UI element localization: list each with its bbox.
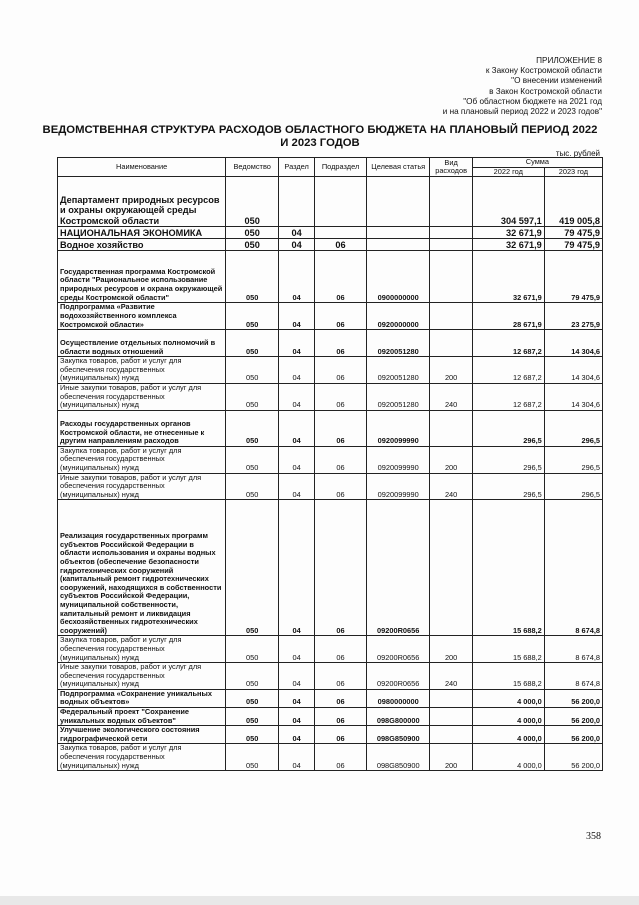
vid-cell: 240 <box>430 663 472 690</box>
vedomstvo-cell: 050 <box>226 330 279 357</box>
podrazdel-cell: 06 <box>315 357 367 384</box>
podrazdel-cell: 06 <box>315 726 367 744</box>
amount-2022-cell: 15 688,2 <box>472 636 544 663</box>
podrazdel-cell: 06 <box>315 239 367 251</box>
target-cell: 0920051280 <box>366 357 429 384</box>
table-row <box>58 689 603 707</box>
razdel-cell: 04 <box>279 251 315 303</box>
target-cell <box>366 239 429 251</box>
amount-2022-cell: 12 687,2 <box>472 330 544 357</box>
target-cell: 0980000000 <box>366 689 429 707</box>
amount-2022-cell: 4 000,0 <box>472 744 544 771</box>
name-cell: Иные закупки товаров, работ и услуг для обеспечения государственных (муниципальных) нужд <box>58 383 226 410</box>
razdel-cell: 04 <box>279 473 315 500</box>
vedomstvo-cell: 050 <box>226 251 279 303</box>
name-cell: Федеральный проект "Сохранение уникальных водных объектов" <box>58 708 226 726</box>
vedomstvo-cell: 050 <box>226 303 279 330</box>
amount-2022-cell: 4 000,0 <box>472 689 544 707</box>
vedomstvo-cell: 050 <box>226 689 279 707</box>
podrazdel-cell: 06 <box>315 446 367 473</box>
vid-cell: 200 <box>430 636 472 663</box>
amount-2022-cell: 4 000,0 <box>472 708 544 726</box>
target-cell: 0920099990 <box>366 410 429 446</box>
amount-2022-cell: 32 671,9 <box>472 239 544 251</box>
vid-cell: 200 <box>430 446 472 473</box>
vedomstvo-cell: 050 <box>226 500 279 636</box>
vid-cell <box>430 239 472 251</box>
razdel-cell <box>279 177 315 227</box>
appendix-line: "О внесении изменений <box>511 76 602 86</box>
amount-2023-cell: 8 674,8 <box>544 500 602 636</box>
razdel-cell: 04 <box>279 303 315 330</box>
amount-2022-cell: 12 687,2 <box>472 383 544 410</box>
amount-2022-cell: 296,5 <box>472 473 544 500</box>
units-label: тыс. рублей <box>555 149 600 158</box>
table-row <box>58 357 603 384</box>
header-target: Целевая статья <box>366 158 429 177</box>
header-vid: Вид расходов <box>430 158 472 177</box>
target-cell: 098G800000 <box>366 708 429 726</box>
vedomstvo-cell: 050 <box>226 410 279 446</box>
razdel-cell: 04 <box>279 227 315 239</box>
amount-2023-cell: 296,5 <box>544 446 602 473</box>
amount-2023-cell: 296,5 <box>544 410 602 446</box>
podrazdel-cell <box>315 177 367 227</box>
vid-cell <box>430 726 472 744</box>
target-cell <box>366 177 429 227</box>
target-cell: 0900000000 <box>366 251 429 303</box>
header-razdel: Раздел <box>279 158 315 177</box>
name-cell: Департамент природных ресурсов и охраны окружающей среды Костромской области <box>58 177 226 227</box>
target-cell: 0920099990 <box>366 446 429 473</box>
table-body <box>58 177 603 771</box>
amount-2023-cell: 56 200,0 <box>544 689 602 707</box>
vid-cell <box>430 500 472 636</box>
name-cell: Осуществление отдельных полномочий в области водных отношений <box>58 330 226 357</box>
table-row <box>58 227 603 239</box>
table-row <box>58 708 603 726</box>
vid-cell <box>430 303 472 330</box>
razdel-cell: 04 <box>279 663 315 690</box>
razdel-cell: 04 <box>279 239 315 251</box>
vid-cell <box>430 251 472 303</box>
target-cell: 098G850900 <box>366 726 429 744</box>
razdel-cell: 04 <box>279 330 315 357</box>
amount-2022-cell: 15 688,2 <box>472 500 544 636</box>
target-cell: 09200R0656 <box>366 500 429 636</box>
vedomstvo-cell: 050 <box>226 227 279 239</box>
table-row <box>58 744 603 771</box>
razdel-cell: 04 <box>279 446 315 473</box>
podrazdel-cell: 06 <box>315 251 367 303</box>
name-cell: Расходы государственных органов Костромской области, не отнесенные к другим направлениям расходов <box>58 410 226 446</box>
target-cell: 0920000000 <box>366 303 429 330</box>
amount-2023-cell: 419 005,8 <box>544 177 602 227</box>
header-2023: 2023 год <box>544 167 602 177</box>
header-summa: Сумма <box>472 158 602 168</box>
vedomstvo-cell: 050 <box>226 663 279 690</box>
header-2022: 2022 год <box>472 167 544 177</box>
table-row <box>58 446 603 473</box>
table-row <box>58 473 603 500</box>
target-cell: 09200R0656 <box>366 636 429 663</box>
appendix-line: и на плановый период 2022 и 2023 годов" <box>442 107 602 117</box>
table-row <box>58 636 603 663</box>
podrazdel-cell: 06 <box>315 689 367 707</box>
vid-cell <box>430 330 472 357</box>
name-cell: Закупка товаров, работ и услуг для обеспечения государственных (муниципальных) нужд <box>58 357 226 384</box>
vedomstvo-cell: 050 <box>226 473 279 500</box>
vid-cell <box>430 227 472 239</box>
table-row <box>58 410 603 446</box>
amount-2022-cell: 296,5 <box>472 410 544 446</box>
podrazdel-cell: 06 <box>315 303 367 330</box>
amount-2023-cell: 14 304,6 <box>544 383 602 410</box>
vid-cell: 240 <box>430 383 472 410</box>
table-row <box>58 251 603 303</box>
amount-2023-cell: 56 200,0 <box>544 744 602 771</box>
name-cell: Иные закупки товаров, работ и услуг для обеспечения государственных (муниципальных) нужд <box>58 473 226 500</box>
scan-edge <box>0 896 639 905</box>
podrazdel-cell: 06 <box>315 663 367 690</box>
amount-2022-cell: 15 688,2 <box>472 663 544 690</box>
razdel-cell: 04 <box>279 500 315 636</box>
name-cell: Закупка товаров, работ и услуг для обеспечения государственных (муниципальных) нужд <box>58 636 226 663</box>
amount-2022-cell: 32 671,9 <box>472 227 544 239</box>
expense-table <box>57 157 603 771</box>
razdel-cell: 04 <box>279 383 315 410</box>
razdel-cell: 04 <box>279 357 315 384</box>
razdel-cell: 04 <box>279 689 315 707</box>
vedomstvo-cell: 050 <box>226 177 279 227</box>
amount-2022-cell: 296,5 <box>472 446 544 473</box>
header-vedomstvo: Ведомство <box>226 158 279 177</box>
podrazdel-cell: 06 <box>315 500 367 636</box>
amount-2023-cell: 79 475,9 <box>544 227 602 239</box>
amount-2023-cell: 23 275,9 <box>544 303 602 330</box>
razdel-cell: 04 <box>279 636 315 663</box>
appendix-line: "Об областном бюджете на 2021 год <box>463 96 602 106</box>
page-number: 358 <box>586 831 601 842</box>
vedomstvo-cell: 050 <box>226 446 279 473</box>
podrazdel-cell: 06 <box>315 330 367 357</box>
amount-2022-cell: 304 597,1 <box>472 177 544 227</box>
podrazdel-cell: 06 <box>315 410 367 446</box>
podrazdel-cell: 06 <box>315 744 367 771</box>
amount-2023-cell: 56 200,0 <box>544 708 602 726</box>
amount-2023-cell: 56 200,0 <box>544 726 602 744</box>
name-cell: Подпрограмма «Сохранение уникальных водных объектов» <box>58 689 226 707</box>
document-title: ВЕДОМСТВЕННАЯ СТРУКТУРА РАСХОДОВ ОБЛАСТНОГО БЮДЖЕТА НА ПЛАНОВЫЙ ПЕРИОД 2022 И 2023 ГОДОВ <box>42 124 598 149</box>
podrazdel-cell: 06 <box>315 473 367 500</box>
amount-2022-cell: 28 671,9 <box>472 303 544 330</box>
name-cell: Государственная программа Костромской области "Рациональное использование природных ресурсов и охрана окружающей среды Костромской области" <box>58 251 226 303</box>
podrazdel-cell <box>315 227 367 239</box>
amount-2022-cell: 12 687,2 <box>472 357 544 384</box>
name-cell: НАЦИОНАЛЬНАЯ ЭКОНОМИКА <box>58 227 226 239</box>
vid-cell: 200 <box>430 744 472 771</box>
vedomstvo-cell: 050 <box>226 636 279 663</box>
table-row <box>58 663 603 690</box>
name-cell: Реализация государственных программ субъектов Российской Федерации в области использования и охраны водных объектов (обеспечение безопасности гидротехнических сооружений (капитальный ремонт гидротехнических сооружений, находящихся в собственности субъектов Российской Федерации, муниципальной собственности, капитальный ремонт и ликвидация бесхозяйственных гидротехнических сооружений) <box>58 500 226 636</box>
appendix-line: ПРИЛОЖЕНИЕ 8 <box>536 56 602 65</box>
razdel-cell: 04 <box>279 726 315 744</box>
vedomstvo-cell: 050 <box>226 708 279 726</box>
podrazdel-cell: 06 <box>315 708 367 726</box>
table-row <box>58 726 603 744</box>
target-cell: 09200R0656 <box>366 663 429 690</box>
table-row <box>58 303 603 330</box>
amount-2023-cell: 79 475,9 <box>544 239 602 251</box>
vid-cell <box>430 689 472 707</box>
vedomstvo-cell: 050 <box>226 744 279 771</box>
appendix-line: в Закон Костромской области <box>489 86 602 96</box>
name-cell: Водное хозяйство <box>58 239 226 251</box>
amount-2022-cell: 4 000,0 <box>472 726 544 744</box>
table-row <box>58 330 603 357</box>
appendix-header <box>282 56 602 117</box>
name-cell: Улучшение экологического состояния гидрографической сети <box>58 726 226 744</box>
amount-2023-cell: 8 674,8 <box>544 636 602 663</box>
vedomstvo-cell: 050 <box>226 239 279 251</box>
amount-2022-cell: 32 671,9 <box>472 251 544 303</box>
vid-cell <box>430 708 472 726</box>
razdel-cell: 04 <box>279 744 315 771</box>
vedomstvo-cell: 050 <box>226 726 279 744</box>
amount-2023-cell: 296,5 <box>544 473 602 500</box>
vid-cell: 240 <box>430 473 472 500</box>
header-name: Наименование <box>58 158 226 177</box>
appendix-line: к Закону Костромской области <box>485 66 602 76</box>
amount-2023-cell: 14 304,6 <box>544 330 602 357</box>
vedomstvo-cell: 050 <box>226 383 279 410</box>
amount-2023-cell: 8 674,8 <box>544 663 602 690</box>
table-row <box>58 239 603 251</box>
target-cell <box>366 227 429 239</box>
target-cell: 0920051280 <box>366 330 429 357</box>
vid-cell: 200 <box>430 357 472 384</box>
podrazdel-cell: 06 <box>315 383 367 410</box>
target-cell: 098G850900 <box>366 744 429 771</box>
target-cell: 0920099990 <box>366 473 429 500</box>
header-podrazdel: Подраздел <box>315 158 367 177</box>
target-cell: 0920051280 <box>366 383 429 410</box>
name-cell: Подпрограмма «Развитие водохозяйственного комплекса Костромской области» <box>58 303 226 330</box>
vedomstvo-cell: 050 <box>226 357 279 384</box>
vid-cell <box>430 410 472 446</box>
name-cell: Иные закупки товаров, работ и услуг для обеспечения государственных (муниципальных) нужд <box>58 663 226 690</box>
table-row <box>58 500 603 636</box>
razdel-cell: 04 <box>279 410 315 446</box>
table-row <box>58 383 603 410</box>
razdel-cell: 04 <box>279 708 315 726</box>
amount-2023-cell: 14 304,6 <box>544 357 602 384</box>
podrazdel-cell: 06 <box>315 636 367 663</box>
name-cell: Закупка товаров, работ и услуг для обеспечения государственных (муниципальных) нужд <box>58 744 226 771</box>
vid-cell <box>430 177 472 227</box>
table-row <box>58 177 603 227</box>
amount-2023-cell: 79 475,9 <box>544 251 602 303</box>
name-cell: Закупка товаров, работ и услуг для обеспечения государственных (муниципальных) нужд <box>58 446 226 473</box>
